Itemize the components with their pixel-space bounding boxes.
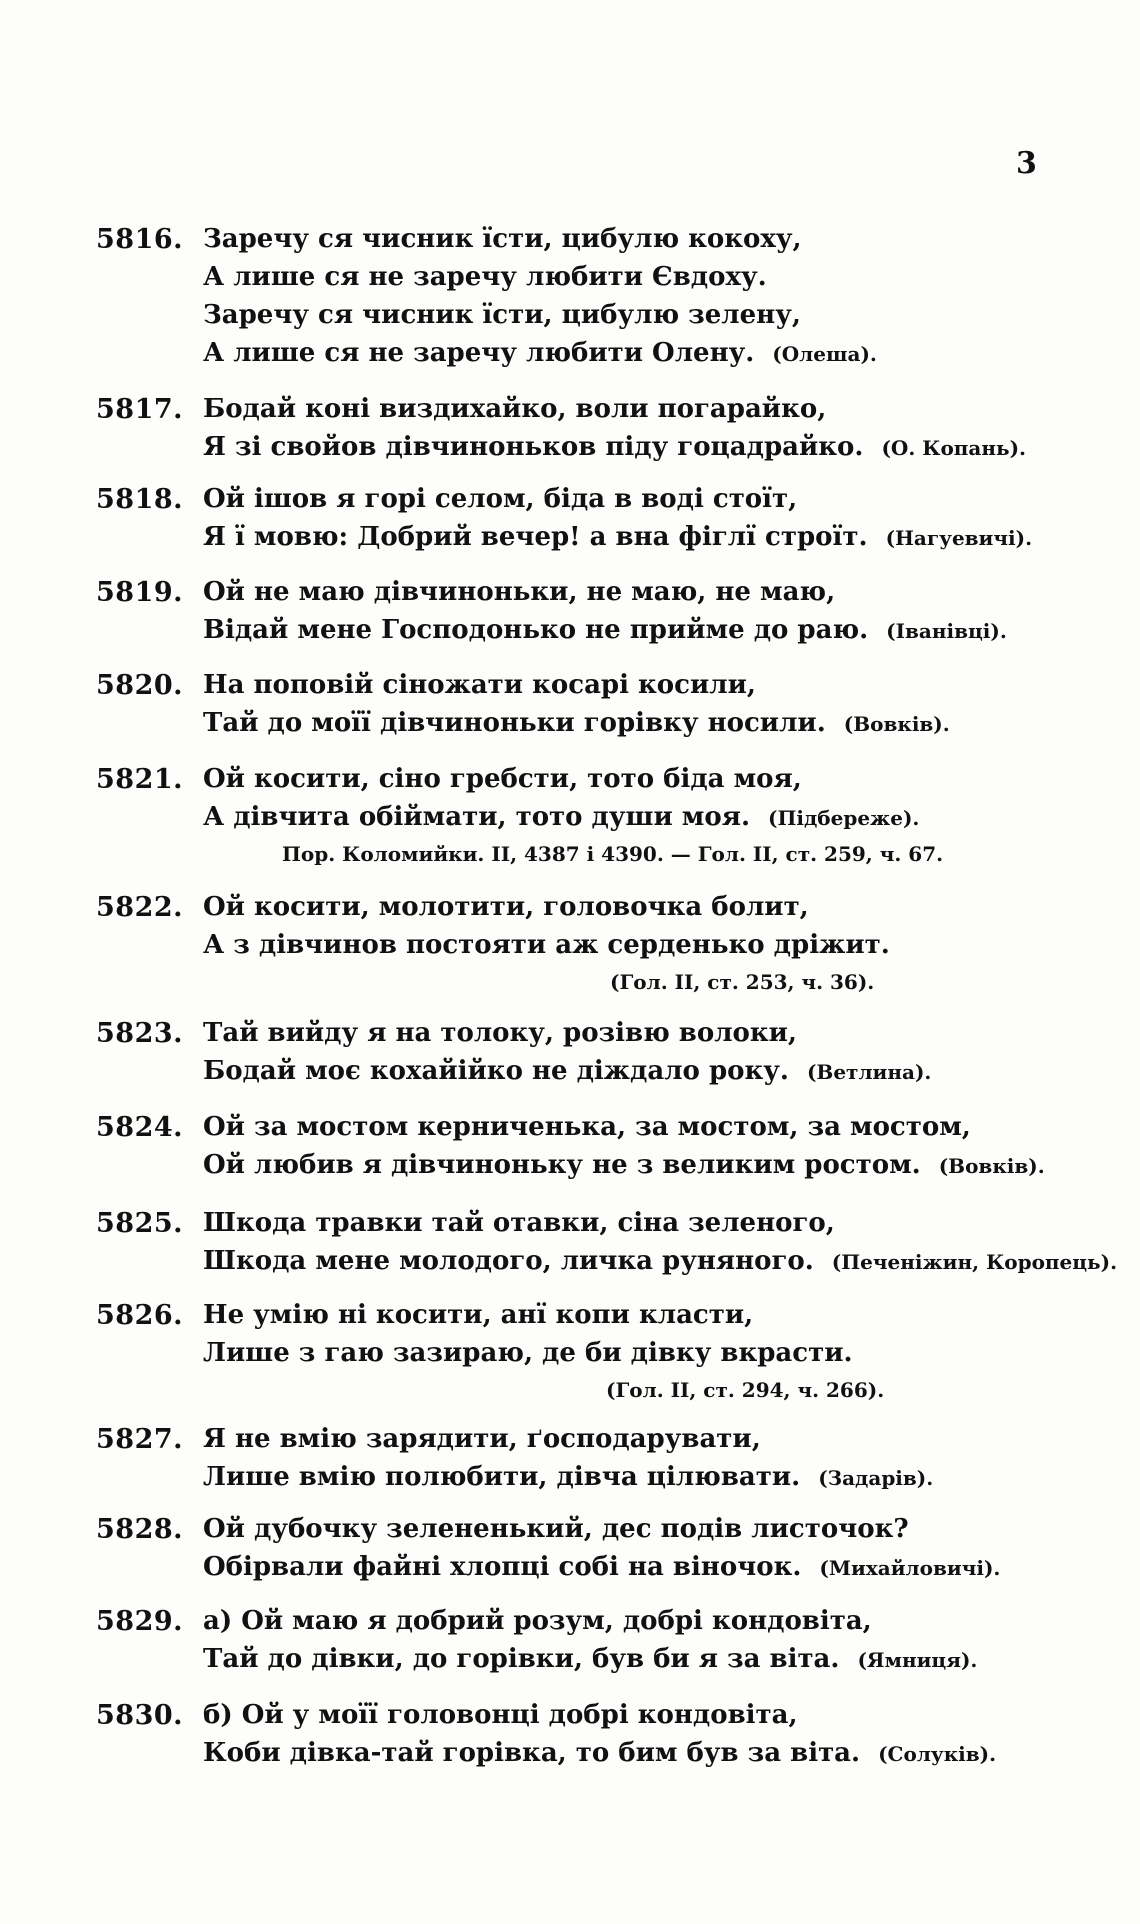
verse-line: Тай до дівки, до горівки, був би я за віта. — [203, 1644, 840, 1674]
verse-line: Ой любив я дівчиноньку не з великим ростом. — [203, 1150, 921, 1180]
verse-number: 5829. — [96, 1606, 184, 1637]
verse-line: Бодай коні виздихайко, воли погарайко, — [203, 394, 827, 424]
verse-number: 5828. — [96, 1514, 184, 1545]
verse-line: Я не вмію зарядити, ґосподарувати, — [203, 1424, 761, 1454]
verse-number: 5826. — [96, 1300, 184, 1331]
verse-line: На поповій сіножати косарі косили, — [203, 670, 756, 700]
verse-line: Ой косити, сіно гребсти, тото біда моя, — [203, 764, 802, 794]
verse-number: 5818. — [96, 484, 184, 515]
verse-source: (Вовків). — [938, 1154, 1045, 1178]
verse-source: (Вовків). — [843, 712, 950, 736]
verse-line: Шкода мене молодого, личка руняного. — [203, 1246, 814, 1276]
verse-line: Не умію ні косити, анї копи класти, — [203, 1300, 754, 1330]
verse-line: Лише вмію полюбити, дівча цілювати. — [203, 1462, 801, 1492]
verse-number: 5827. — [96, 1424, 184, 1455]
verse-number: 5816. — [96, 224, 184, 255]
verse-source: (Нагуевичі). — [885, 526, 1033, 550]
verse-source: (Ямниця). — [857, 1648, 978, 1672]
verse-number: 5821. — [96, 764, 184, 795]
verse-number: 5819. — [96, 577, 184, 608]
verse-line: Тай вийду я на толоку, розівю волоки, — [203, 1018, 797, 1048]
verse-line: а) Ой маю я добрий розум, добрі кондовіта, — [203, 1606, 872, 1636]
verse-reference: (Гол. II, ст. 294, ч. 266). — [606, 1378, 885, 1402]
verse-line: Я ї мовю: Добрий вечер! а вна фіглї строїт. — [203, 522, 868, 552]
verse-source: (Задарів). — [818, 1466, 934, 1490]
verse-number: 5825. — [96, 1208, 184, 1239]
verse-line: А лише ся не заречу любити Євдоху. — [203, 262, 767, 292]
verse-number: 5822. — [96, 892, 184, 923]
verse-source: (Підбереже). — [768, 806, 920, 830]
verse-source: (Іванівці). — [886, 619, 1007, 643]
verse-line: Обірвали файні хлопці собі на віночок. — [203, 1552, 802, 1582]
page-number: 3 — [1016, 146, 1037, 181]
verse-line: А дівчита обіймати, тото души моя. — [203, 802, 750, 832]
verse-line: Ой ішов я горі селом, біда в воді стоїт, — [203, 484, 798, 514]
verse-number: 5820. — [96, 670, 184, 701]
verse-source: (О. Копань). — [881, 436, 1027, 460]
verse-line: Бодай моє кохайійко не діждало року. — [203, 1056, 789, 1086]
verse-source: (Михайловичі). — [819, 1556, 1001, 1580]
verse-number: 5824. — [96, 1112, 184, 1143]
verse-number: 5830. — [96, 1700, 184, 1731]
verse-number: 5817. — [96, 394, 184, 425]
verse-line: Я зі свойов дівчиноньков піду гоцадрайко. — [203, 432, 864, 462]
verse-source: (Ветлина). — [806, 1060, 932, 1084]
verse-line: А лише ся не заречу любити Олену. — [203, 338, 755, 368]
verse-line: Ой за мостом керниченька, за мостом, за мостом, — [203, 1112, 971, 1142]
verse-reference: Пор. Коломийки. II, 4387 і 4390. — Гол. II, ст. 259, ч. 67. — [282, 842, 944, 866]
verse-line: Ой косити, молотити, головочка болит, — [203, 892, 809, 922]
verse-line: Лише з гаю зазираю, де би дівку вкрасти. — [203, 1338, 853, 1368]
verse-line: Тай до моїї дівчиноньки горівку носили. — [203, 708, 826, 738]
verse-reference: (Гол. II, ст. 253, ч. 36). — [610, 970, 875, 994]
verse-number: 5823. — [96, 1018, 184, 1049]
verse-line: Заречу ся чисник їсти, цибулю зелену, — [203, 300, 801, 330]
verse-source: (Печеніжин, Коропець). — [831, 1250, 1118, 1274]
verse-line: А з дівчинов постояти аж серденько дріжит. — [203, 930, 890, 960]
verse-source: (Олеша). — [772, 342, 877, 366]
verse-line: Заречу ся чисник їсти, цибулю кокоху, — [203, 224, 802, 254]
verse-line: Шкода травки тай отавки, сіна зеленого, — [203, 1208, 835, 1238]
verse-source: (Солуків). — [878, 1742, 997, 1766]
verse-line: б) Ой у моїї головонці добрі кондовіта, — [203, 1700, 798, 1730]
verse-line: Коби дівка-тай горівка, то бим був за віта. — [203, 1738, 861, 1768]
verse-line: Ой дубочку зелененький, дес подів листочок? — [203, 1514, 909, 1544]
verse-line: Відай мене Господонько не прийме до раю. — [203, 615, 869, 645]
verse-line: Ой не маю дівчиноньки, не маю, не маю, — [203, 577, 836, 607]
